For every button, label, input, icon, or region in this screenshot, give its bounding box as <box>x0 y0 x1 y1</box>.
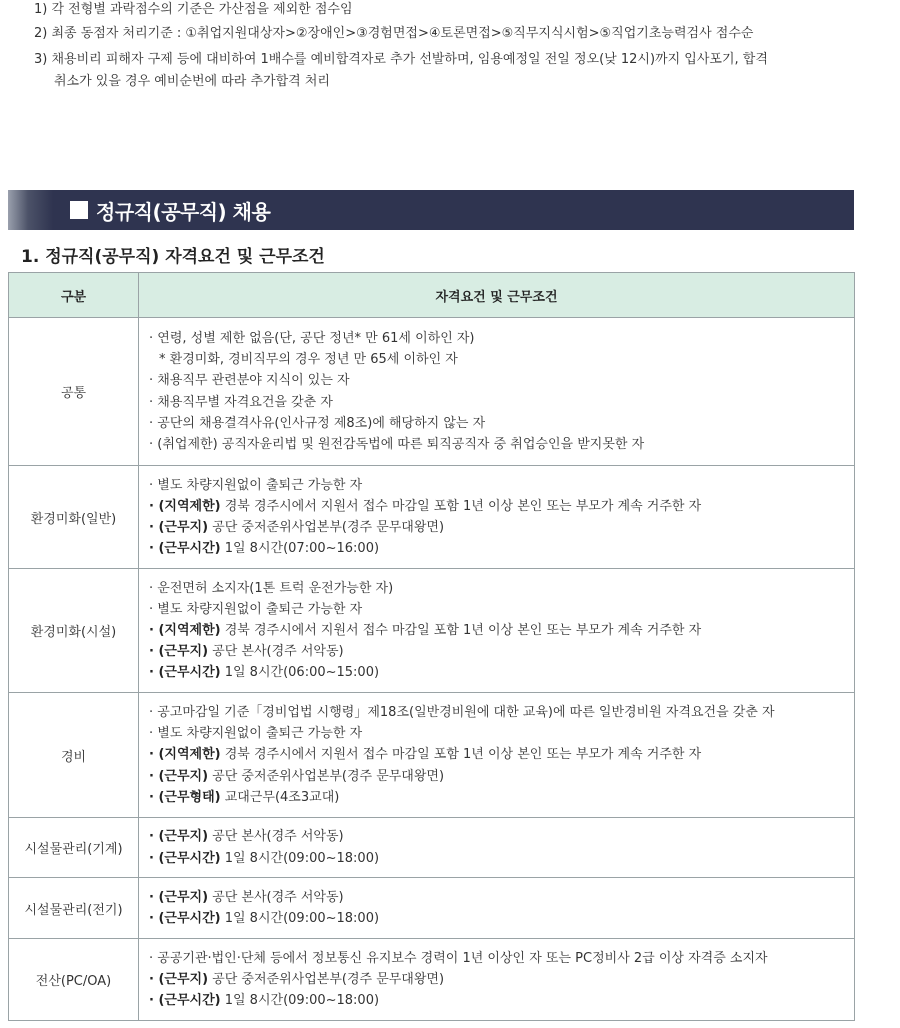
condition-text: 공단 중저준위사업본부(경주 문무대왕면) <box>208 971 445 987</box>
condition-text: 1일 8시간(09:00~18:00) <box>220 850 380 866</box>
condition-label: · (근무지) <box>149 889 209 905</box>
condition-text: 공단 중저준위사업본부(경주 문무대왕면) <box>208 520 445 535</box>
table-row <box>9 939 855 1021</box>
table-body <box>9 318 855 1021</box>
row-conditions <box>139 939 855 1021</box>
condition-text: 1일 8시간(09:00~18:00) <box>220 993 380 1009</box>
condition-line <box>149 538 854 559</box>
condition-label: · (지역제한) <box>149 747 221 763</box>
condition-line <box>149 370 854 391</box>
row-conditions <box>139 569 855 693</box>
row-category: 환경미화(일반) <box>9 466 139 569</box>
condition-text: · 별도 차량지원없이 출퇴근 가능한 자 <box>149 601 363 617</box>
condition-text: 공단 본사(경주 서악동) <box>208 889 344 905</box>
header-conditions: 자격요건 및 근무조건 <box>139 273 855 318</box>
condition-line <box>149 848 854 869</box>
square-bullet-icon <box>70 201 88 219</box>
condition-text: 1일 8시간(06:00~15:00) <box>220 665 380 681</box>
table-row <box>9 818 855 878</box>
table-row <box>9 466 855 569</box>
note-1: 1) 각 전형별 과락점수의 기준은 가산점을 제외한 점수임 <box>34 2 353 17</box>
condition-label: · (근무시간) <box>149 665 221 681</box>
row-conditions <box>139 693 855 818</box>
row-conditions <box>139 818 855 878</box>
condition-line <box>149 908 854 929</box>
condition-label: · (근무시간) <box>149 850 221 866</box>
note-3-continuation: 취소가 있을 경우 예비순번에 따라 추가합격 처리 <box>54 74 330 89</box>
condition-line <box>149 578 854 599</box>
condition-text: · 연령, 성별 제한 없음(단, 공단 정년* 만 61세 이하인 자) <box>149 330 475 346</box>
condition-line <box>149 662 854 683</box>
condition-text: · 별도 차량지원없이 출퇴근 가능한 자 <box>149 477 363 493</box>
condition-label: · (근무지) <box>149 971 209 987</box>
condition-line <box>149 744 854 765</box>
condition-text: · 공공기관·법인·단체 등에서 정보통신 유지보수 경력이 1년 이상인 자 또는 PC정비사 2급 이상 자격증 소지자 <box>149 950 768 966</box>
row-conditions <box>139 878 855 939</box>
condition-label: · (근무지) <box>149 768 209 784</box>
condition-line <box>149 641 854 662</box>
table-row <box>9 318 855 466</box>
condition-text: 교대근무(4조3교대) <box>220 789 340 805</box>
row-category: 전산(PC/OA) <box>9 939 139 1021</box>
row-category: 시설물관리(기계) <box>9 818 139 878</box>
condition-line <box>149 620 854 641</box>
condition-text: · 공고마감일 기준「경비업법 시행령」제18조(일반경비원에 대한 교육)에 따른 일반경비원 자격요건을 갖춘 자 <box>149 705 775 721</box>
table-row <box>9 569 855 693</box>
condition-label: · (근무시간) <box>149 541 221 557</box>
condition-line <box>149 702 854 723</box>
condition-line <box>149 887 854 908</box>
row-conditions <box>139 466 855 569</box>
condition-label: · (지역제한) <box>149 498 221 514</box>
table-row <box>9 693 855 818</box>
condition-line <box>149 599 854 620</box>
condition-text: · 운전면허 소지자(1톤 트럭 운전가능한 자) <box>149 580 394 596</box>
condition-label: · (근무시간) <box>149 911 221 926</box>
header-category: 구분 <box>9 273 139 318</box>
table-header-row <box>9 273 855 318</box>
condition-text: · (취업제한) 공직자윤리법 및 원전감독법에 따른 퇴직공직자 중 취업승인을 받지못한 자 <box>149 436 645 452</box>
condition-text: 공단 중저준위사업본부(경주 문무대왕면) <box>208 768 445 784</box>
condition-label: · (근무지) <box>149 520 209 535</box>
condition-text: 공단 본사(경주 서악동) <box>208 829 344 845</box>
condition-text: · 채용직무별 자격요건을 갖춘 자 <box>149 394 333 410</box>
note-2: 2) 최종 동점자 처리기준 : ①취업지원대상자>②장애인>③경험면접>④토론면접>⑤직무지식시험>⑤직업기초능력검사 점수순 <box>34 26 754 41</box>
condition-text: 경북 경주시에서 지원서 접수 마감일 포함 1년 이상 본인 또는 부모가 계속 거주한 자 <box>220 498 702 514</box>
condition-line <box>149 496 854 517</box>
row-category: 공통 <box>9 318 139 466</box>
banner-title: 정규직(공무직) 채용 <box>96 199 271 224</box>
condition-text: 1일 8시간(07:00~16:00) <box>220 541 380 557</box>
section-title: 1. 정규직(공무직) 자격요건 및 근무조건 <box>21 247 325 267</box>
condition-text: · 공단의 채용결격사유(인사규정 제8조)에 해당하지 않는 자 <box>149 415 486 431</box>
note-3: 3) 채용비리 피해자 구제 등에 대비하여 1배수를 예비합격자로 추가 선발하며, 임용예정일 전일 정오(낮 12시)까지 입사포기, 합격 <box>34 52 768 67</box>
condition-line <box>149 723 854 744</box>
condition-text: 경북 경주시에서 지원서 접수 마감일 포함 1년 이상 본인 또는 부모가 계속 거주한 자 <box>220 622 702 638</box>
row-category: 경비 <box>9 693 139 818</box>
condition-text: 1일 8시간(09:00~18:00) <box>220 911 380 926</box>
condition-line <box>149 349 854 370</box>
table-row <box>9 878 855 939</box>
condition-text: * 환경미화, 경비직무의 경우 정년 만 65세 이하인 자 <box>159 352 458 368</box>
condition-line <box>149 434 854 455</box>
condition-text: · 별도 차량지원없이 출퇴근 가능한 자 <box>149 726 363 742</box>
condition-label: · (근무지) <box>149 829 209 845</box>
condition-line <box>149 328 854 349</box>
row-category: 시설물관리(전기) <box>9 878 139 939</box>
condition-line <box>149 990 854 1011</box>
condition-line <box>149 948 854 969</box>
requirements-table <box>8 272 855 1021</box>
condition-label: · (근무시간) <box>149 993 221 1009</box>
row-conditions <box>139 318 855 466</box>
condition-line <box>149 826 854 847</box>
condition-line <box>149 392 854 413</box>
condition-line <box>149 787 854 808</box>
condition-label: · (근무지) <box>149 644 209 660</box>
condition-line <box>149 517 854 538</box>
condition-text: · 채용직무 관련분야 지식이 있는 자 <box>149 373 350 389</box>
condition-text: 공단 본사(경주 서악동) <box>208 644 344 660</box>
condition-line <box>149 969 854 990</box>
condition-line <box>149 766 854 787</box>
section-banner <box>8 190 854 230</box>
condition-text: 경북 경주시에서 지원서 접수 마감일 포함 1년 이상 본인 또는 부모가 계속 거주한 자 <box>220 747 702 763</box>
condition-line <box>149 413 854 434</box>
condition-label: · (지역제한) <box>149 622 221 638</box>
condition-label: · (근무형태) <box>149 789 221 805</box>
row-category: 환경미화(시설) <box>9 569 139 693</box>
condition-line <box>149 475 854 496</box>
